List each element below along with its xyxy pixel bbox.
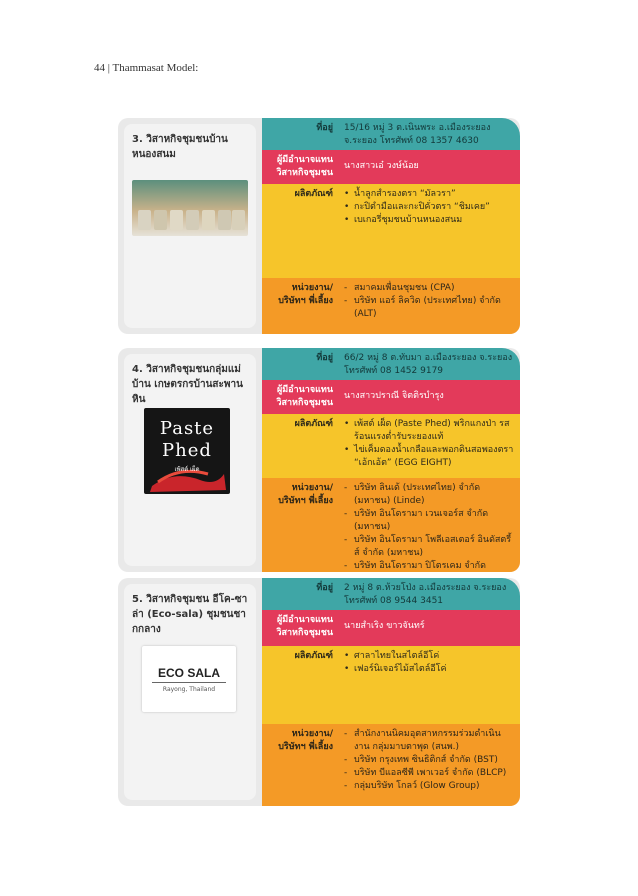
product-row bbox=[262, 184, 520, 278]
enterprise-details bbox=[262, 118, 520, 334]
representative-row bbox=[262, 150, 520, 184]
agency-item: - บริษัท ลินเด้ (ประเทศไทย) จำกัด (มหาชน) (Linde) bbox=[344, 482, 514, 508]
product-jar bbox=[154, 210, 167, 230]
product-list bbox=[344, 414, 514, 478]
logo-divider bbox=[152, 682, 226, 683]
product-jar bbox=[218, 210, 231, 230]
enterprise-info-panel bbox=[118, 348, 262, 572]
paste-phed-logo bbox=[144, 408, 230, 494]
product-list bbox=[344, 184, 514, 278]
product-jar bbox=[202, 210, 215, 230]
enterprise-info-panel bbox=[118, 578, 262, 806]
page-header: 44 | Thammasat Model: bbox=[94, 62, 199, 74]
address-value: 15/16 หมู่ 3 ต.เนินพระ อ.เมืองระยอง จ.ระยอง โทรศัพท์ 08 1357 4630 bbox=[344, 123, 491, 146]
agency-list bbox=[344, 478, 514, 572]
address-value: 66/2 หมู่ 8 ต.ทับมา อ.เมืองระยอง จ.ระยอง โทรศัพท์ 08 1452 9179 bbox=[344, 353, 513, 376]
product-item: • เบเกอรี่ชุมชนบ้านหนองสนม bbox=[344, 214, 514, 227]
address-label: ที่อยู่ bbox=[316, 353, 333, 363]
agency-list bbox=[344, 724, 514, 806]
product-row bbox=[262, 414, 520, 478]
product-photo bbox=[132, 180, 248, 236]
agency-item: - บริษัท อินโดรามา เวนเจอร์ส จำกัด (มหาชน) bbox=[344, 508, 514, 534]
product-item: • ศาลาไทยในสไตล์อีโค่ bbox=[344, 650, 514, 663]
representative-row bbox=[262, 380, 520, 414]
logo-subtitle: Rayong, Thailand bbox=[162, 686, 216, 693]
product-item: • เพ้สต์ เผ็ด (Paste Phed) พริกแกงป่า รสร้อนแรงต่ำรับระยองแท้ bbox=[344, 418, 514, 444]
agency-item: - บริษัท อินโดรามา ปิโตรเคม จำกัด bbox=[344, 560, 514, 572]
agency-label: หน่วยงาน/ บริษัทฯ พี่เลี้ยง bbox=[278, 283, 333, 306]
product-jar bbox=[138, 210, 151, 230]
product-item: • เฟอร์นิเจอร์ไม้สไตล์อีโค่ bbox=[344, 663, 514, 676]
agency-item: - บริษัท อินโดรามา โพลีเอสเตอร์ อินดัสตรี้ส์ จำกัด (มหาชน) bbox=[344, 534, 514, 560]
address-value: 2 หมู่ 8 ต.ห้วยโป่ง อ.เมืองระยอง จ.ระยอง โทรศัพท์ 08 9544 3451 bbox=[344, 583, 507, 606]
enterprise-info-panel bbox=[118, 118, 262, 334]
logo-title: ECO SALA bbox=[157, 666, 220, 680]
product-list bbox=[344, 646, 514, 724]
address-label: ที่อยู่ bbox=[316, 583, 333, 593]
product-item: • น้ำลูกสำรองตรา “มัลวรา” bbox=[344, 188, 514, 201]
representative-label: ผู้มีอำนาจแทน วิสาหกิจชุมชน bbox=[276, 615, 333, 638]
product-item: • ไข่เค็มดองน้ำเกลือและพอกดินสอพองตรา “เอ้กเอ้ต” (EGG EIGHT) bbox=[344, 444, 514, 470]
enterprise-name: 3. วิสาหกิจชุมชนบ้าน หนองสนม bbox=[132, 134, 228, 160]
enterprise-details bbox=[262, 348, 520, 572]
enterprise-card-5 bbox=[118, 578, 520, 806]
agency-item: - บริษัท กรุงเทพ ซินธิติกส์ จำกัด (BST) bbox=[344, 754, 514, 767]
enterprise-card-4 bbox=[118, 348, 520, 572]
agency-row bbox=[262, 724, 520, 806]
logo-thai-name: เพ้สต์ เผ็ด bbox=[174, 466, 200, 473]
product-jar bbox=[232, 210, 245, 230]
address-row bbox=[262, 578, 520, 610]
agency-label: หน่วยงาน/ บริษัทฯ พี่เลี้ยง bbox=[278, 729, 333, 752]
product-jar bbox=[170, 210, 183, 230]
agency-item: - กลุ่มบริษัท โกลว์ (Glow Group) bbox=[344, 780, 514, 793]
address-row bbox=[262, 118, 520, 150]
agency-row bbox=[262, 278, 520, 334]
enterprise-card-3 bbox=[118, 118, 520, 334]
enterprise-name: 4. วิสาหกิจชุมชนกลุ่มแม่บ้าน เกษตรกรบ้านสะพานหิน bbox=[132, 364, 243, 405]
agency-row bbox=[262, 478, 520, 572]
agency-item: - บริษัท บีแอลซีพี เพาเวอร์ จำกัด (BLCP) bbox=[344, 767, 514, 780]
address-row bbox=[262, 348, 520, 380]
representative-value: นางสาวเอ๋ วงษ์น้อย bbox=[344, 161, 419, 171]
representative-value: นายสำเริง ขาวจันทร์ bbox=[344, 621, 425, 631]
product-label: ผลิตภัณฑ์ bbox=[294, 189, 333, 199]
agency-label: หน่วยงาน/ บริษัทฯ พี่เลี้ยง bbox=[278, 483, 333, 506]
address-label: ที่อยู่ bbox=[316, 123, 333, 133]
representative-value: นางสาวปราณี จิตติรบำรุง bbox=[344, 391, 444, 401]
agency-item: - บริษัท แอร์ ลิควิด (ประเทศไทย) จำกัด (ALT) bbox=[344, 295, 514, 321]
eco-sala-logo bbox=[142, 646, 236, 712]
agency-item: - สมาคมเพื่อนชุมชน (CPA) bbox=[344, 282, 514, 295]
product-label: ผลิตภัณฑ์ bbox=[294, 651, 333, 661]
representative-label: ผู้มีอำนาจแทน วิสาหกิจชุมชน bbox=[276, 155, 333, 178]
product-label: ผลิตภัณฑ์ bbox=[294, 419, 333, 429]
product-jar bbox=[186, 210, 199, 230]
agency-item: - สำนักงานนิคมอุตสาหกรรมร่วมดำเนินงาน กลุ่มมาบตาพุด (สนพ.) bbox=[344, 728, 514, 754]
product-row bbox=[262, 646, 520, 724]
product-item: • กะปิตำมือและกะปิคั่วตรา “ชิมเคย” bbox=[344, 201, 514, 214]
representative-label: ผู้มีอำนาจแทน วิสาหกิจชุมชน bbox=[276, 385, 333, 408]
logo-word-1: Paste bbox=[159, 418, 215, 439]
logo-word-2: Phed bbox=[162, 440, 212, 461]
enterprise-name: 5. วิสาหกิจชุมชน อีโค-ซาล่า (Eco-sala) ชุมชนชากกลาง bbox=[132, 594, 248, 635]
representative-row bbox=[262, 610, 520, 646]
agency-list bbox=[344, 278, 514, 334]
enterprise-details bbox=[262, 578, 520, 806]
